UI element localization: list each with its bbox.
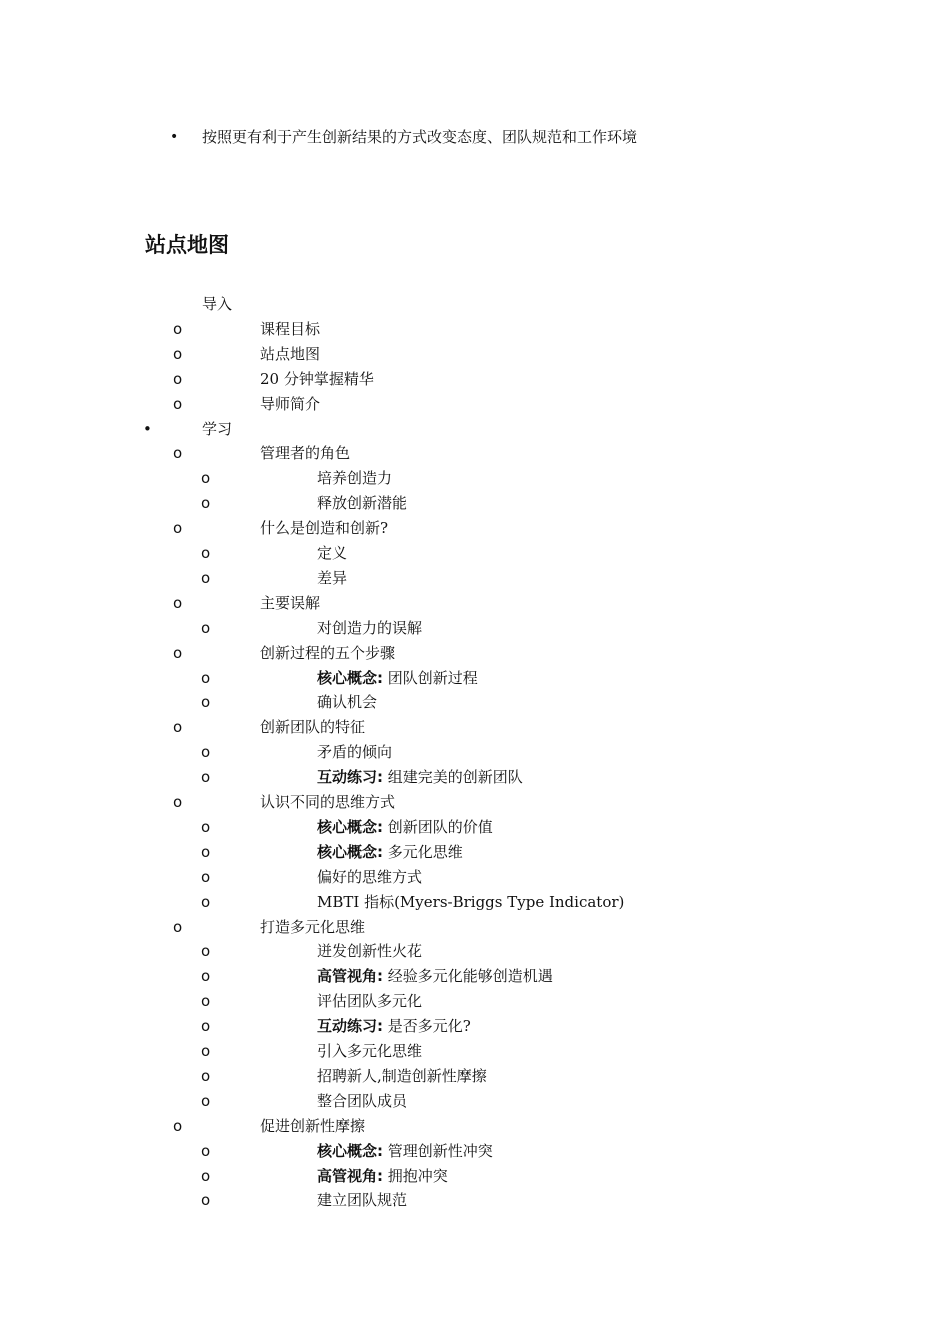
item-text: 培养创造力: [317, 469, 393, 487]
sitemap-item-label: [317, 1089, 407, 1114]
list-marker: o: [173, 1117, 183, 1135]
item-text: MBTI 指标(Myers-Briggs Type Indicator): [317, 893, 625, 911]
sitemap-item-level-2: [0, 566, 950, 591]
sitemap-item-level-1: [0, 317, 950, 342]
sitemap-item-level-2: [0, 541, 950, 566]
sitemap-item-label: [317, 1064, 487, 1089]
sitemap-item-label: [317, 466, 392, 491]
sitemap-item-level-1: [0, 715, 950, 740]
item-text: 经验多元化能够创造机遇: [383, 967, 553, 985]
sitemap-item-level-2: [0, 740, 950, 765]
sitemap-item-label: [317, 1014, 471, 1039]
list-marker: o: [173, 395, 183, 413]
item-text: 差异: [317, 569, 348, 587]
sitemap-item-label: [202, 292, 232, 317]
item-text: 管理创新性冲突: [383, 1142, 493, 1160]
item-text: 促进创新性摩擦: [260, 1117, 366, 1135]
item-text: 管理者的角色: [260, 444, 351, 462]
list-marker: o: [201, 843, 211, 861]
sitemap-item-label: [317, 1188, 407, 1213]
sitemap-item-label: [260, 441, 350, 466]
sitemap-item-label: [202, 417, 232, 442]
list-marker: o: [173, 345, 183, 363]
sitemap-item-label: [317, 964, 553, 989]
sitemap-item-label: [317, 939, 422, 964]
intro-bullet-text: 按照更有利于产生创新结果的方式改变态度、团队规范和工作环境: [202, 128, 638, 146]
item-category-prefix: 互动练习:: [317, 1017, 383, 1035]
sitemap-item-label: [317, 890, 624, 915]
list-marker: o: [201, 1017, 211, 1035]
sitemap-item-level-2: [0, 765, 950, 790]
item-text: 矛盾的倾向: [317, 743, 393, 761]
item-text: 拥抱冲突: [383, 1167, 448, 1185]
list-marker: o: [201, 619, 211, 637]
sitemap-item-level-1: [0, 441, 950, 466]
sitemap-item-level-1: [0, 367, 950, 392]
item-category-prefix: 高管视角:: [317, 967, 383, 985]
item-category-prefix: 互动练习:: [317, 768, 383, 786]
item-text: 主要误解: [260, 594, 321, 612]
list-marker: o: [201, 743, 211, 761]
sitemap-item-level-2: [0, 466, 950, 491]
sitemap-item-label: [317, 1039, 422, 1064]
list-marker: o: [173, 918, 183, 936]
list-marker: o: [173, 519, 183, 537]
item-text: 导入: [202, 295, 233, 313]
sitemap-item-label: [317, 765, 523, 790]
sitemap-item-label: [260, 915, 365, 940]
list-marker: o: [201, 1167, 211, 1185]
item-text: 迸发创新性火花: [317, 942, 423, 960]
list-marker: o: [201, 967, 211, 985]
section-title: 站点地图: [145, 233, 229, 257]
sitemap-item-level-1: [0, 591, 950, 616]
item-text: 引入多元化思维: [317, 1042, 423, 1060]
item-text: 创新过程的五个步骤: [260, 644, 396, 662]
list-marker: o: [201, 1067, 211, 1085]
list-marker: o: [201, 569, 211, 587]
item-category-prefix: 核心概念:: [317, 1142, 383, 1160]
sitemap-item-label: [317, 666, 478, 691]
item-category-prefix: 高管视角:: [317, 1167, 383, 1185]
item-text: 整合团队成员: [317, 1092, 408, 1110]
sitemap-item-label: [260, 367, 374, 392]
sitemap-item-level-2: [0, 491, 950, 516]
sitemap-item-label: [317, 690, 377, 715]
item-text: 多元化思维: [383, 843, 463, 861]
list-marker: o: [201, 992, 211, 1010]
sitemap-item-level-2: [0, 690, 950, 715]
list-marker: o: [201, 1092, 211, 1110]
sitemap-item-level-2: [0, 1039, 950, 1064]
list-marker: o: [201, 1142, 211, 1160]
item-text: 评估团队多元化: [317, 992, 423, 1010]
sitemap-item-level-1: [0, 516, 950, 541]
item-text: 建立团队规范: [317, 1191, 408, 1209]
list-marker: o: [173, 320, 183, 338]
sitemap-item-level-1: [0, 915, 950, 940]
list-marker: o: [173, 793, 183, 811]
list-marker: o: [201, 942, 211, 960]
sitemap-item-label: [260, 342, 320, 367]
sitemap-item-level-2: [0, 666, 950, 691]
sitemap-item-level-1: [0, 392, 950, 417]
item-text: 创新团队的特征: [260, 718, 366, 736]
item-text: 课程目标: [260, 320, 321, 338]
item-text: 什么是创造和创新?: [260, 519, 389, 537]
list-marker: •: [143, 420, 152, 438]
item-text: 招聘新人,制造创新性摩擦: [317, 1067, 487, 1085]
item-text: 确认机会: [317, 693, 378, 711]
sitemap-item-level-2: [0, 989, 950, 1014]
sitemap-item-level-2: [0, 890, 950, 915]
list-marker: o: [201, 818, 211, 836]
list-marker: o: [173, 444, 183, 462]
item-text: 释放创新潜能: [317, 494, 408, 512]
item-category-prefix: 核心概念:: [317, 818, 383, 836]
sitemap-item-level-2: [0, 865, 950, 890]
list-marker: o: [201, 469, 211, 487]
sitemap-item-label: [317, 840, 463, 865]
sitemap-item-label: [260, 641, 395, 666]
list-marker: o: [173, 718, 183, 736]
sitemap-item-level-1: [0, 342, 950, 367]
sitemap-item-label: [260, 516, 388, 541]
list-marker: o: [201, 1191, 211, 1209]
sitemap-item-level-2: [0, 1188, 950, 1213]
sitemap-item-label: [317, 616, 422, 641]
sitemap-item-label: [260, 790, 395, 815]
sitemap-item-level-2: [0, 939, 950, 964]
sitemap-item-label: [317, 491, 407, 516]
item-text: 定义: [317, 544, 348, 562]
sitemap-item-level-2: [0, 1064, 950, 1089]
item-text: 是否多元化?: [383, 1017, 471, 1035]
sitemap-item-label: [260, 392, 320, 417]
list-marker: o: [201, 893, 211, 911]
sitemap-item-level-0: [0, 417, 950, 442]
sitemap-item-label: [260, 1114, 365, 1139]
list-marker: o: [201, 693, 211, 711]
sitemap-item-label: [317, 1139, 493, 1164]
list-marker: o: [201, 669, 211, 687]
sitemap-item-level-2: [0, 840, 950, 865]
list-marker: o: [201, 768, 211, 786]
sitemap-item-level-2: [0, 1164, 950, 1189]
list-marker: o: [201, 494, 211, 512]
item-text: 打造多元化思维: [260, 918, 366, 936]
sitemap-item-label: [317, 865, 422, 890]
sitemap-item-level-1: [0, 1114, 950, 1139]
sitemap-item-level-2: [0, 964, 950, 989]
item-text: 站点地图: [260, 345, 321, 363]
sitemap-item-label: [317, 566, 347, 591]
sitemap-item-label: [317, 815, 493, 840]
sitemap-item-level-2: [0, 815, 950, 840]
list-marker: o: [201, 1042, 211, 1060]
item-text: 导师简介: [260, 395, 321, 413]
item-text: 创新团队的价值: [383, 818, 493, 836]
item-text: 学习: [202, 420, 233, 438]
sitemap-item-label: [260, 591, 320, 616]
item-text: 团队创新过程: [383, 669, 478, 687]
sitemap-item-level-0: [0, 292, 950, 317]
list-marker: o: [173, 594, 183, 612]
item-category-prefix: 核心概念:: [317, 843, 383, 861]
item-text: 偏好的思维方式: [317, 868, 423, 886]
bullet-marker: •: [170, 129, 179, 145]
list-marker: o: [173, 644, 183, 662]
sitemap-item-label: [317, 1164, 448, 1189]
item-category-prefix: 核心概念:: [317, 669, 383, 687]
sitemap-item-label: [260, 317, 320, 342]
sitemap-item-label: [260, 715, 365, 740]
sitemap-item-level-2: [0, 1139, 950, 1164]
sitemap-item-label: [317, 989, 422, 1014]
item-text: 20 分钟掌握精华: [260, 370, 374, 388]
sitemap-item-level-2: [0, 1014, 950, 1039]
item-text: 对创造力的误解: [317, 619, 423, 637]
sitemap-item-label: [317, 541, 347, 566]
list-marker: o: [201, 544, 211, 562]
item-text: 组建完美的创新团队: [383, 768, 523, 786]
list-marker: o: [201, 868, 211, 886]
sitemap-item-level-2: [0, 616, 950, 641]
sitemap-item-level-2: [0, 1089, 950, 1114]
sitemap-item-level-1: [0, 641, 950, 666]
sitemap-item-level-1: [0, 790, 950, 815]
sitemap-item-label: [317, 740, 392, 765]
list-marker: o: [173, 370, 183, 388]
item-text: 认识不同的思维方式: [260, 793, 396, 811]
